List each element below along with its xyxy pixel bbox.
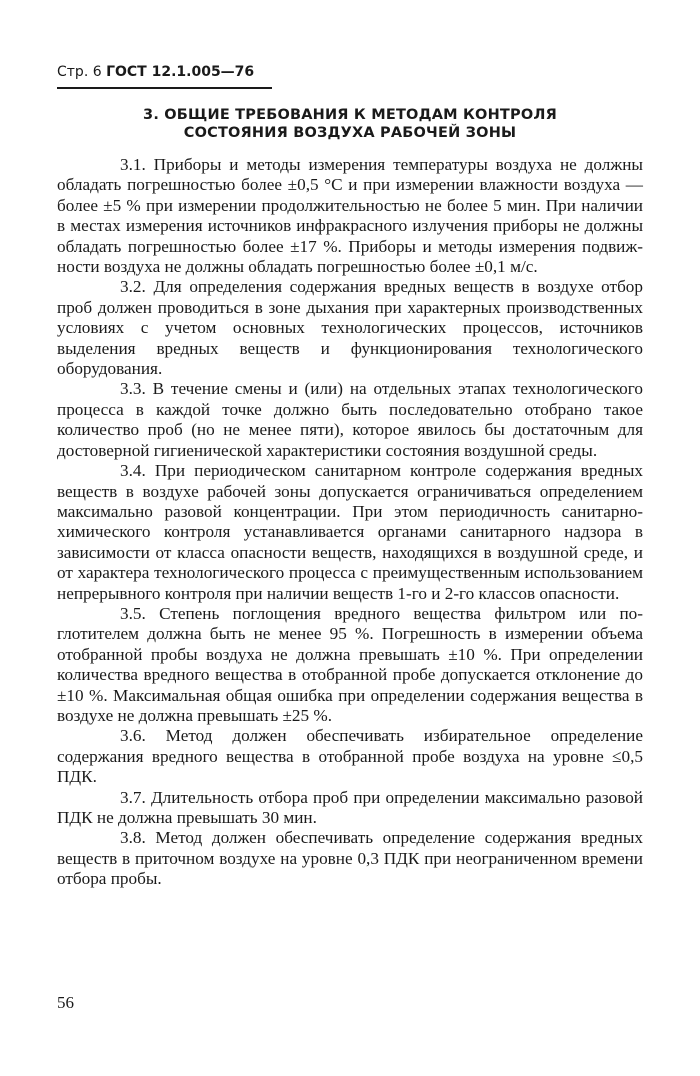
- section-title-line-2: СОСТОЯНИЯ ВОЗДУХА РАБОЧЕЙ ЗОНЫ: [183, 125, 517, 141]
- running-header: [57, 63, 272, 81]
- paragraph-3-6: 3.6. Метод должен обеспечивать избирательное определение содержания вредного вещества в отобранной пробе воздуха на уровне ≤0,5 ПДК.: [57, 726, 643, 787]
- paragraph-3-1: 3.1. Приборы и методы измерения температуры воздуха не должны обладать погрешностью более ±0,5 °С и при измерении влажности воздуха — более ±5 % при измерении продолжительностью не более 5 мин. При наличии в местах измерения источников инфракрасного излучения приборы не должны обладать погрешностью более ±17 %. Приборы и методы измерения подвижности воздуха не должны обладать погрешностью более ±0,1 м/с.: [57, 155, 643, 277]
- page-number: 56: [57, 993, 74, 1012]
- section-title-line-1: 3. ОБЩИЕ ТРЕБОВАНИЯ К МЕТОДАМ КОНТРОЛЯ: [143, 107, 557, 123]
- header-standard-number: ГОСТ 12.1.005—76: [106, 64, 255, 80]
- header-page-label: Стр. 6: [57, 64, 102, 80]
- paragraph-3-5: 3.5. Степень поглощения вредного вещества фильтром или поглотителем должна быть не менее 95 %. Погрешность в измерении объема отобранной пробы воздуха не должна превышать ±10 %. При определении количества вредного вещества в отобранной пробе допускается отклонение до ±10 %. Максимальная общая ошибка при определении содержания вещества в воздухе не должна превышать ±25 %.: [57, 603, 643, 725]
- paragraph-3-2: 3.2. Для определения содержания вредных веществ в воздухе отбор проб должен проводиться в зоне дыхания при характерных производственных условиях с учетом основных технологических процессов, источников выделения вредных веществ и функционирования технологического оборудования.: [57, 277, 643, 379]
- paragraph-3-4: 3.4. При периодическом санитарном контроле содержания вредных веществ в воздухе рабочей зоны допускается ограничиваться определением максимально разовой концентрации. При этом периодичность санитарно-химического контроля устанавливается органами санитарного надзора в зависимости от класса опасности веществ, находящихся в воздушной среде, и от характера технологического процесса с преимущественным использованием непрерывного контроля при наличии веществ 1-го и 2-го классов опасности.: [57, 461, 643, 603]
- header-rule: [57, 87, 272, 89]
- paragraph-3-7: 3.7. Длительность отбора проб при определении максимально разовой ПДК не должна превышать 30 мин.: [57, 787, 643, 827]
- paragraph-3-8: 3.8. Метод должен обеспечивать определение содержания вредных веществ в приточном воздухе на уровне 0,3 ПДК при неограниченном времени отбора пробы.: [57, 828, 643, 889]
- section-title: [100, 106, 600, 142]
- paragraph-3-3: 3.3. В течение смены и (или) на отдельных этапах технологического процесса в каждой точке должно быть последовательно отобрано такое количество проб (но не менее пяти), которое явилось бы достаточным для достоверной гигиенической характеристики состояния воздушной среды.: [57, 379, 643, 460]
- section-body: [57, 155, 643, 890]
